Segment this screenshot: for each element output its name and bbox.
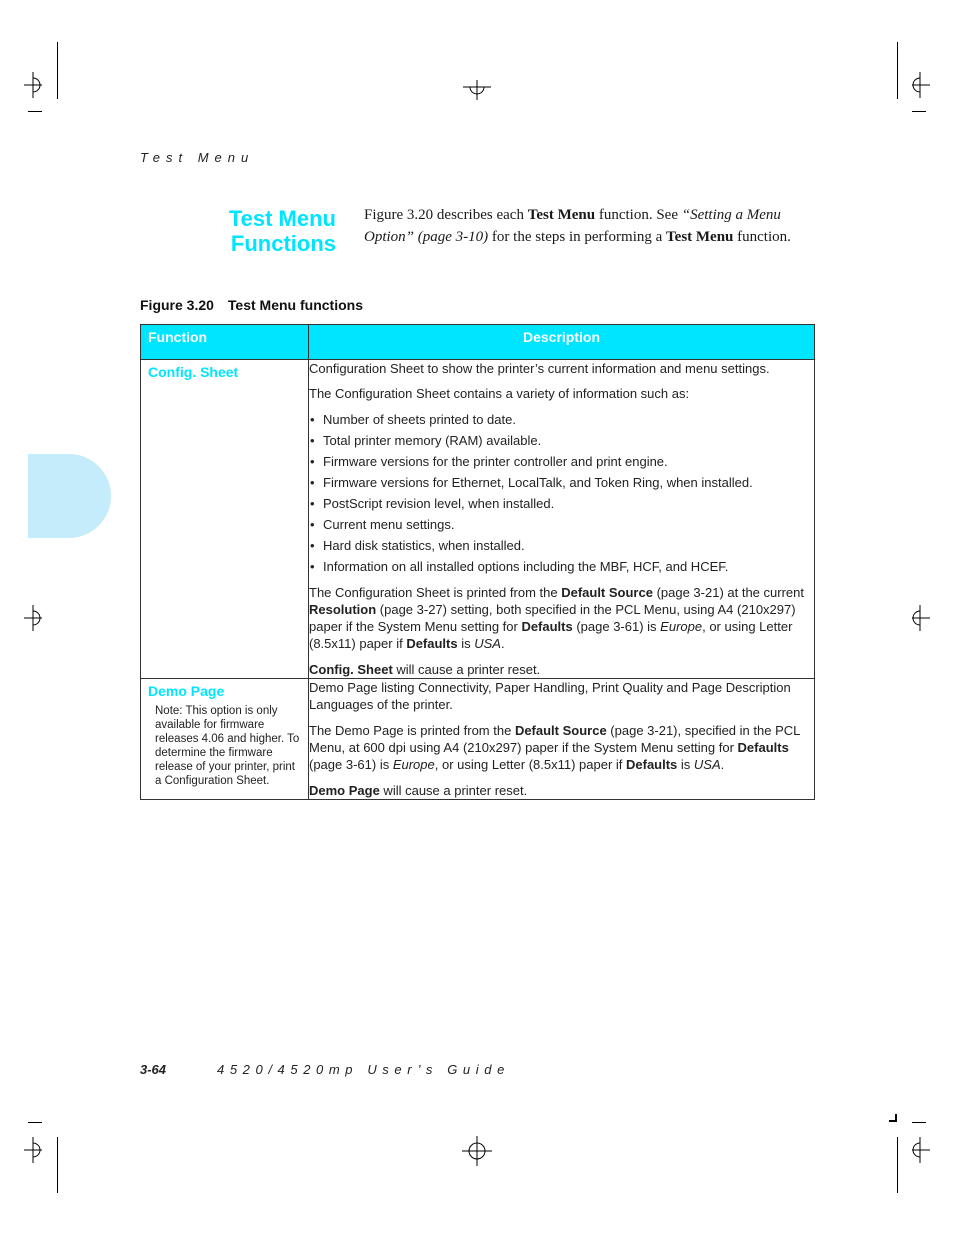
setting-value: Europe bbox=[660, 619, 703, 635]
text: The Configuration Sheet is printed from the bbox=[309, 584, 562, 600]
list-item: • Current menu settings. bbox=[309, 516, 814, 533]
running-head: Test Menu bbox=[140, 150, 255, 165]
intro-cross-reference: “Setting a Menu Option” (page 3-10) bbox=[364, 207, 781, 245]
page-number: 3-64 bbox=[140, 1062, 167, 1077]
intro-text: for the steps in performing a bbox=[488, 229, 667, 245]
column-header-function: Function bbox=[141, 325, 309, 360]
figure-caption bbox=[140, 297, 363, 313]
crop-mark bbox=[897, 42, 898, 99]
crop-mark bbox=[912, 1122, 926, 1123]
description-paragraph: Configuration Sheet to show the printer’s current information and menu settings. bbox=[309, 361, 770, 376]
registration-mark-icon bbox=[462, 1136, 492, 1166]
intro-text: Figure 3.20 describes each bbox=[364, 207, 528, 223]
description-paragraph: The Configuration Sheet contains a variety of information such as: bbox=[309, 386, 690, 402]
registration-mark-icon bbox=[24, 1137, 44, 1163]
registration-mark-icon bbox=[910, 1137, 930, 1163]
description-paragraph bbox=[309, 722, 814, 774]
crop-mark bbox=[28, 1122, 42, 1123]
text: (page 3-21), specified in the PCL Menu, at 600 dpi using A4 (210x297) paper if the System Menu setting for bbox=[309, 722, 800, 755]
table-row bbox=[141, 679, 815, 800]
description-cell bbox=[309, 679, 815, 800]
function-name: Config. Sheet bbox=[148, 364, 239, 380]
registration-mark-icon bbox=[910, 605, 930, 631]
text: (page 3-21) at the current bbox=[652, 584, 804, 600]
text: , or using Letter (8.5x11) paper if bbox=[434, 757, 626, 773]
list-item: • PostScript revision level, when installed. bbox=[309, 495, 814, 512]
text: , or using Letter (8.5x11) paper if bbox=[309, 619, 793, 652]
text: The Demo Page is printed from the bbox=[309, 722, 515, 738]
test-menu-table bbox=[140, 324, 815, 800]
intro-text: function. See bbox=[595, 207, 682, 223]
text: will cause a printer reset. bbox=[379, 782, 528, 798]
text: (page 3-61) is bbox=[572, 619, 661, 635]
text: is bbox=[677, 757, 694, 773]
table-row bbox=[141, 360, 815, 679]
setting-name: Defaults bbox=[737, 739, 789, 755]
crop-mark bbox=[57, 42, 58, 99]
text: . bbox=[720, 757, 725, 773]
table-header-row bbox=[141, 325, 815, 360]
list-item: • Information on all installed options including the MBF, HCF, and HCEF. bbox=[309, 558, 814, 575]
setting-name: Defaults bbox=[406, 636, 458, 652]
list-item: • Firmware versions for Ethernet, LocalTalk, and Token Ring, when installed. bbox=[309, 474, 814, 491]
description-paragraph bbox=[309, 782, 814, 799]
list-item: • Number of sheets printed to date. bbox=[309, 411, 814, 428]
function-cell bbox=[141, 360, 309, 679]
firmware-note: Note: This option is only available for firmware releases 4.06 and higher. To determine the firmware release of your printer, print a Configuration Sheet. bbox=[155, 705, 300, 788]
setting-name: Resolution bbox=[309, 601, 377, 617]
list-item: • Firmware versions for the printer controller and print engine. bbox=[309, 453, 814, 470]
text: (page 3-27) setting, both specified in the PCL Menu, using A4 (210x297) paper if the System Menu setting for bbox=[309, 601, 796, 635]
setting-name: Default Source bbox=[561, 584, 653, 600]
chapter-thumb-tab bbox=[28, 454, 111, 538]
intro-bold: Test Menu bbox=[666, 229, 734, 245]
text: is bbox=[457, 636, 475, 652]
crop-mark bbox=[897, 1137, 898, 1193]
description-paragraph bbox=[309, 661, 814, 678]
registration-mark-icon bbox=[24, 72, 44, 98]
figure-number: Figure 3.20 bbox=[140, 297, 214, 313]
setting-value: USA bbox=[693, 757, 721, 773]
setting-value: USA bbox=[474, 636, 501, 652]
intro-paragraph bbox=[364, 204, 816, 248]
text: (page 3-61) is bbox=[309, 757, 393, 773]
setting-name: Defaults bbox=[521, 619, 573, 635]
description-paragraph: Demo Page listing Connectivity, Paper Handling, Print Quality and Page Description Languages of the printer. bbox=[309, 680, 791, 713]
section-title bbox=[229, 206, 336, 256]
figure-title: Test Menu functions bbox=[227, 297, 363, 313]
setting-name: Config. Sheet bbox=[309, 661, 393, 677]
description-paragraph bbox=[309, 584, 814, 653]
crop-mark bbox=[28, 111, 42, 112]
description-cell bbox=[309, 360, 815, 679]
section-title-line: Functions bbox=[230, 231, 336, 256]
column-header-description: Description bbox=[309, 325, 815, 360]
list-item: • Total printer memory (RAM) available. bbox=[309, 432, 814, 449]
text: will cause a printer reset. bbox=[392, 661, 541, 677]
setting-name: Default Source bbox=[514, 722, 607, 738]
footer-guide-title: 4520/4520mp User’s Guide bbox=[217, 1062, 510, 1077]
function-cell bbox=[141, 679, 309, 800]
info-list bbox=[309, 411, 814, 576]
intro-bold: Test Menu bbox=[527, 207, 596, 223]
text: . bbox=[500, 636, 505, 652]
crop-mark bbox=[57, 1137, 58, 1193]
crop-mark bbox=[912, 111, 926, 112]
setting-name: Defaults bbox=[626, 757, 678, 773]
list-item: • Hard disk statistics, when installed. bbox=[309, 537, 814, 554]
intro-text: function. bbox=[733, 229, 791, 245]
section-title-line: Test Menu bbox=[228, 206, 336, 231]
setting-value: Europe bbox=[392, 757, 435, 773]
function-name: Demo Page bbox=[148, 683, 225, 700]
registration-mark-icon bbox=[463, 78, 491, 100]
registration-mark-icon bbox=[910, 72, 930, 98]
setting-name: Demo Page bbox=[309, 782, 380, 798]
corner-mark bbox=[889, 1114, 897, 1122]
registration-mark-icon bbox=[24, 605, 44, 631]
